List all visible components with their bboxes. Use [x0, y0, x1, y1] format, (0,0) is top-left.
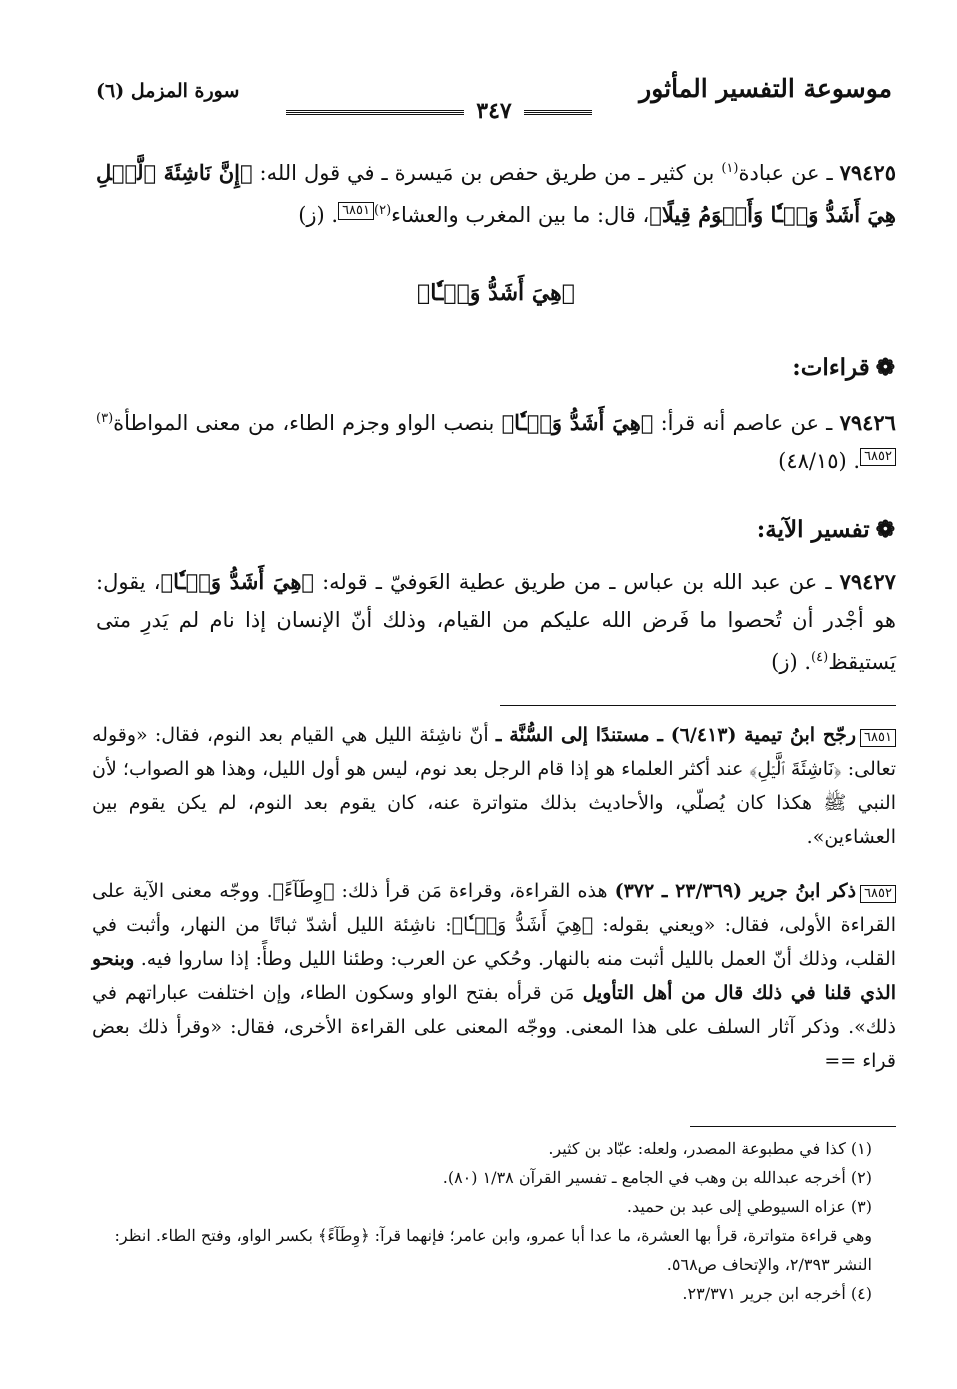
book-title: موسوعة التفسير المأثور	[639, 74, 892, 103]
flower-star-icon: ❁	[875, 516, 895, 543]
scholar-note-6852	[92, 874, 896, 1078]
entry-text: ـ عن عاصم أنه قرأ:	[660, 411, 833, 435]
flower-star-icon: ❁	[875, 354, 895, 381]
note-ref-box: ٦٨٥١	[338, 202, 374, 220]
note-ref-box: ٦٨٥٢	[860, 448, 896, 466]
entry-end: . (ز)	[298, 203, 339, 227]
footnotes	[92, 1134, 872, 1308]
entry-79426	[96, 400, 896, 480]
page-header	[96, 70, 892, 124]
footnote-2: (٢) أخرجه عبدالله بن وهب في الجامع ـ تفسير القرآن ١/٣٨ (٨٠).	[442, 1168, 872, 1187]
entry-number: ٧٩٤٢٥	[839, 160, 896, 185]
entry-text: بنصب الواو وجزم الطاء، من معنى المواطأة	[113, 411, 495, 435]
footnote-marker: (١)	[721, 161, 739, 176]
note-text: أنّ ناشِئة الليل هي القيام بعد النوم، فقال: «وقوله تعالى: ﴿نَاشِئَةَ ٱلَّيۡلِ﴾ عند أكثر العلماء هو إذا قام الرجل بعد نوم، ليس هو أول الليل، وهذا هو الصواب؛ لأن النبي ﷺ هكذا كان يُصلّي، والأحاديث بذلك متواترة عنه، كان يقوم بعد النوم، لم يكن يقوم بين العشاءين».	[92, 724, 896, 848]
ayah-heading: ﴿هِيَ أَشَدُّ وَطۡـٔٗا﴾	[417, 280, 575, 306]
entry-text: ـ عن عبادة	[738, 161, 833, 185]
entry-text: ـ عن عبد الله بن عباس ـ من طريق عطية العَوفيّ ـ قوله:	[322, 570, 832, 594]
section-title: تفسير الآية:	[756, 516, 870, 543]
footnotes-rule	[690, 1126, 896, 1127]
footnote-marker: (٢)	[374, 203, 392, 218]
note-bold-phrase: وبنحو الذي قلنا في ذلك قال من أهل التأويل	[92, 948, 896, 1004]
quran-verse: ﴿هِيَ أَشَدُّ وَطۡـٔٗا﴾	[160, 569, 315, 594]
entry-text: ، قال: ما بين المغرب والعشاء	[391, 203, 650, 227]
quran-verse: ﴿هِيَ أَشَدُّ وَطۡـٔٗا﴾	[501, 410, 654, 435]
entry-number: ٧٩٤٢٧	[839, 569, 896, 594]
footnote-4: (٤) أخرجه ابن جرير ٢٣/٣٧١.	[682, 1284, 872, 1303]
note-lead: رجّح ابنُ تيمية (٦/٤١٣) ـ مستندًا إلى السُّنَّة ـ	[495, 724, 857, 746]
quran-verse: ﴿إِنَّ نَاشِئَةَ ٱلَّيۡلِ هِيَ أَشَدُّ وَطۡـٔٗا وَأَقۡوَمُ قِيلًا﴾	[96, 160, 896, 227]
section-heading-tafsir	[757, 516, 895, 543]
page-number: ٣٤٧	[464, 98, 523, 124]
header-rule	[286, 110, 592, 113]
entry-end: . (ز)	[771, 650, 812, 674]
footnote-3: (٣) عزاه السيوطي إلى عبد بن حميد.	[626, 1197, 872, 1216]
entry-text: ، يقول: هو أجْدر أن تُحصوا ما فَرض الله عليكم من القيام، وذلك أنّ الإنسان إذا نام لم يَدرِ متى يَستيقظ	[96, 570, 896, 674]
scholar-note-6851	[92, 718, 896, 854]
entry-end: . (٤٨/١٥)	[778, 449, 861, 473]
note-text: هذه القراءة، وقراءة مَن قرأ ذلك: ﴿وِطَآءً﴾. ووجّه معنى الآية على القراءة الأولى، فقال: «ويعني بقوله: ﴿هِيَ أَشَدُّ وَطۡـٔٗا﴾: ناشِئة الليل أشدّ ثباتًا من النهار، وأثبت في القلب، وذلك أنّ العمل بالليل أثبت منه بالنهار. وحُكي عن العرب: وطئنا الليل وطأً: إذا ساروا فيه.	[92, 880, 897, 970]
note-ref-box: ٦٨٥١	[860, 729, 896, 747]
entry-79425	[96, 150, 896, 234]
footnote-marker: (٤)	[811, 650, 829, 665]
note-lead: ذكر ابنُ جرير (٢٣/٣٦٩ ـ ٣٧٢)	[614, 880, 857, 902]
entry-text: بن كثير ـ من طريق حفص بن مَيسرة ـ في قول الله:	[259, 161, 715, 185]
note-ref-box: ٦٨٥٢	[860, 885, 896, 903]
section-title: قراءات:	[792, 354, 870, 381]
footnote-3-continued: وهي قراءة متواترة، قرأ بها العشرة، ما عدا أبا عمرو، وابن عامر؛ فإنهما قرآ: ﴿وِطَآءً﴾ بكسر الواو، وفتح الطاء. انظر: النشر ٢/٣٩٣، والإتحاف ص٥٦٨.	[114, 1226, 872, 1274]
footnote-marker: (٣)	[96, 411, 114, 426]
surah-name: سورة المزمل (٦)	[96, 80, 240, 102]
entry-number: ٧٩٤٢٦	[839, 410, 896, 435]
entry-79427	[96, 563, 896, 681]
notes-divider	[500, 705, 896, 706]
section-heading-qiraat	[792, 354, 895, 381]
footnote-1: (١) كذا في مطبوعة المصدر، ولعله: عبّاد بن كثير.	[548, 1139, 872, 1158]
note-text-continued: مَن قرأه بفتح الواو وسكون الطاء، وإن اختلفت عباراتهم في ذلك». وذكر آثار السلف على هذا المعنى. ووجّه المعنى على القراءة الأخرى، فقال: «وقرأ ذلك بعض قراء ==	[92, 982, 896, 1072]
